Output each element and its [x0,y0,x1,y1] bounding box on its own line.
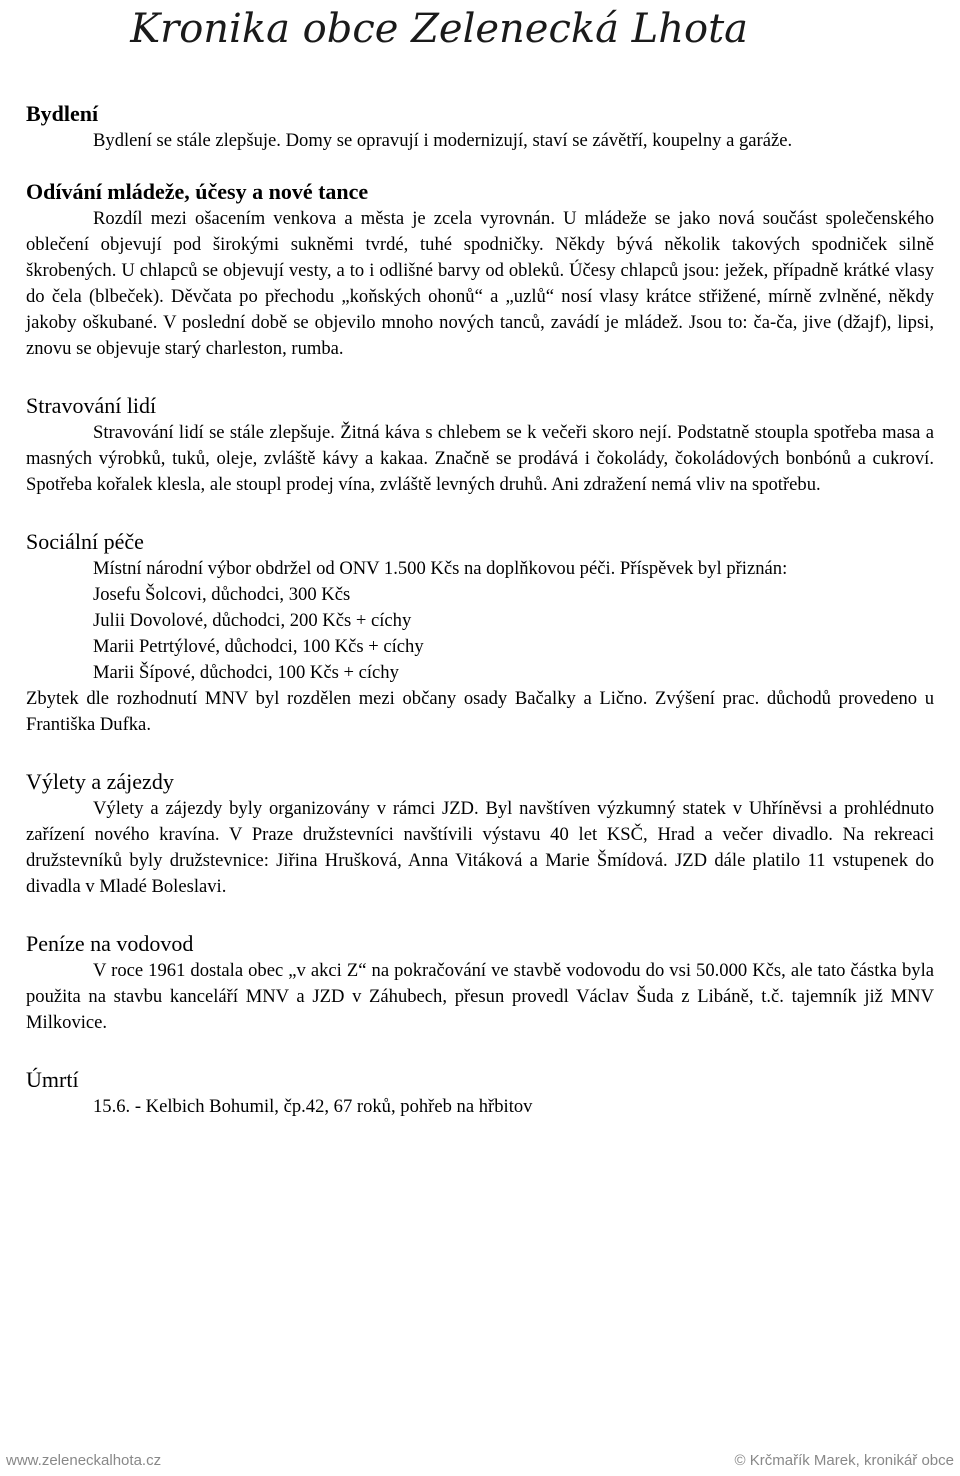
list-item: Josefu Šolcovi, důchodci, 300 Kčs [93,584,351,605]
section-paragraph: Stravování lidí se stále zlepšuje. Žitná káva s chlebem se k večeři skoro nejí. Podstatně stoupla spotřeba masa a masných výrobků, tuků, oleje, zvláště kávy a kakaa. Značně se prodává i čokolády, čokoládových bonbónů a cukroví. Spotřeba kořalek klesla, ale stoupl prodej vína, zvláště levných druhů. Ani zdražení nemá vliv na spotřebu. [26,422,934,495]
section-paragraph: 15.6. - Kelbich Bohumil, čp.42, 67 roků, pohřeb na hřbitov [93,1096,533,1117]
section-heading: Stravování lidí [26,393,157,418]
section-vylety [26,768,934,900]
footer-author: © Krčmařík Marek, kronikář obce [734,1452,954,1469]
section-heading: Peníze na vodovod [26,931,194,956]
section-heading: Sociální péče [26,529,144,554]
section-heading: Výlety a zájezdy [26,769,174,794]
section-paragraph: Výlety a zájezdy byly organizovány v rámci JZD. Byl navštíven výzkumný statek v Uhříněvsi a prohlédnuto zařízení nového kravína. V Praze družstevníci navštívili výstavu 40 let KSČ, Hrad a večer divadlo. Na rekreaci družstevníků byly družstevnice: Jiřina Hrušková, Anna Vitáková a Marie Šmídová. JZD dále platilo 11 vstupenek do divadla v Mladé Boleslavi. [26,798,934,897]
section-paragraph: Bydlení se stále zlepšuje. Domy se opravují i modernizují, staví se závětří, koupelny a garáže. [93,130,793,151]
section-odivani [26,178,934,362]
section-penize-vodovod [26,930,934,1036]
section-heading: Úmrtí [26,1067,79,1092]
footer-website: www.zeleneckalhota.cz [6,1452,162,1469]
section-intro: Místní národní výbor obdržel od ONV 1.500 Kčs na doplňkovou péči. Příspěvek byl přiznán: [93,558,788,579]
chronicle-title: Kronika obce Zelenecká Lhota [130,6,748,52]
section-heading: Odívání mládeže, účesy a nové tance [26,179,369,204]
list-item: Marii Šípové, důchodci, 100 Kčs + cíchy [93,662,399,683]
list-item: Marii Petrtýlové, důchodci, 100 Kčs + cíchy [93,636,424,657]
section-stravovani [26,392,934,498]
document-body [26,100,934,1120]
section-bydleni [26,100,934,154]
section-umrti [26,1066,934,1120]
section-paragraph: V roce 1961 dostala obec „v akci Z“ na pokračování ve stavbě vodovodu do vsi 50.000 Kčs, ale tato částka byla použita na stavbu kanceláří MNV a JZD v Záhubech, přesun provedl Václav Šuda z Libáně, t.č. tajemník již MNV Milkovice. [26,960,934,1033]
section-heading: Bydlení [26,101,99,126]
section-socialni-pece [26,528,934,738]
section-outro: Zbytek dle rozhodnutí MNV byl rozdělen mezi občany osady Bačalky a Lično. Zvýšení prac. důchodů provedeno u Františka Dufka. [26,688,934,735]
section-paragraph: Rozdíl mezi ošacením venkova a města je zcela vyrovnán. U mládeže se jako nová součást společenského oblečení objevují pod širokými sukněmi tvrdé, tuhé spodničky. Někdy bývá několik takových spodniček silně škrobených. U chlapců se objevují vesty, a to i odlišné barvy od obleků. Účesy chlapců jsou: ježek, případně krátké vlasy do čela (blbeček). Děvčata po přechodu „koňských ohonů“ a „uzlů“ nosí vlasy krátce střižené, mírně zvlněné, někdy jakoby oškubané. V poslední době se objevilo mnoho nových tanců, zavádí je mládež. Jsou to: ča-ča, jive (džajf), lipsi, znovu se objevuje starý charleston, rumba. [26,208,934,359]
list-item: Julii Dovolové, důchodci, 200 Kčs + cíchy [93,610,412,631]
